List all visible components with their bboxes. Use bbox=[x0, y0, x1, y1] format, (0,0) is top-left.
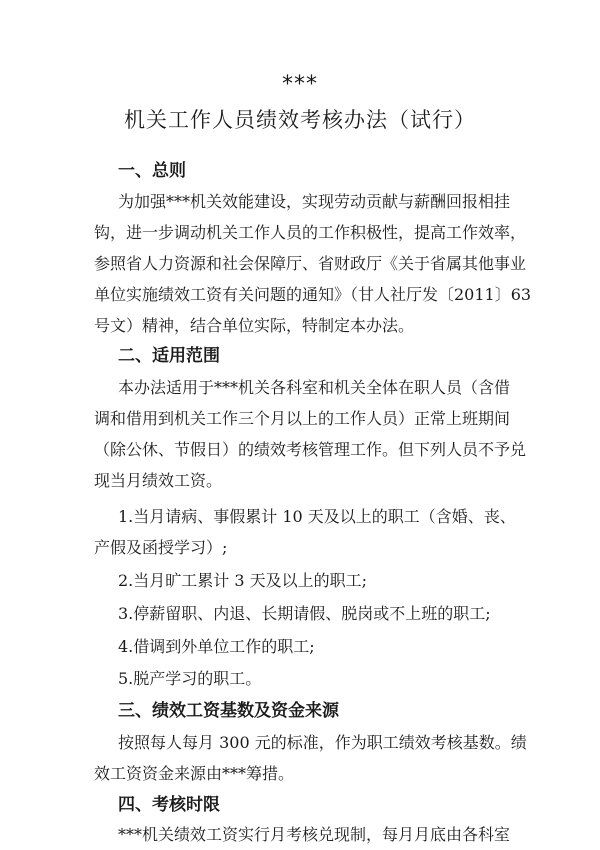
paragraph-line: 本办法适用于***机关各科室和机关全体在职人员（含借 bbox=[118, 378, 511, 397]
paragraph-line: ***机关绩效工资实行月考核兑现制，每月月底由各科室 bbox=[118, 825, 511, 844]
section-heading-period: 四、考核时限 bbox=[118, 795, 220, 815]
document-title: 机关工作人员绩效考核办法（试行） bbox=[124, 108, 476, 132]
paragraph-line: 为加强***机关效能建设，实现劳动贡献与薪酬回报相挂 bbox=[118, 192, 511, 211]
paragraph-line: 钩，进一步调动机关工作人员的工作积极性，提高工作效率， bbox=[94, 223, 527, 242]
paragraph-line: （除公休、节假日）的绩效考核管理工作。但下列人员不予兑 bbox=[94, 440, 527, 459]
list-item: 产假及函授学习）; bbox=[94, 538, 228, 557]
paragraph-line: 参照省人力资源和社会保障厅、省财政厅《关于省属其他事业 bbox=[94, 254, 527, 273]
list-item: 4.借调到外单位工作的职工; bbox=[118, 637, 315, 656]
section-heading-general: 一、总则 bbox=[118, 161, 186, 181]
list-item: 1.当月请病、事假累计 10 天及以上的职工（含婚、丧、 bbox=[118, 507, 516, 526]
paragraph-line: 按照每人每月 300 元的标准，作为职工绩效考核基数。绩 bbox=[118, 733, 527, 752]
list-item: 2.当月旷工累计 3 天及以上的职工; bbox=[118, 571, 368, 590]
list-item: 5.脱产学习的职工。 bbox=[118, 669, 262, 688]
paragraph-line: 效工资资金来源由***筹措。 bbox=[94, 764, 295, 783]
paragraph-line: 单位实施绩效工资有关问题的通知》（甘人社厅发〔2011〕63 bbox=[94, 285, 532, 304]
section-heading-funding: 三、绩效工资基数及资金来源 bbox=[118, 701, 339, 721]
section-heading-scope: 二、适用范围 bbox=[118, 346, 220, 366]
paragraph-line: 调和借用到机关工作三个月以上的工作人员）正常上班期间 bbox=[94, 409, 511, 428]
organization-mark: *** bbox=[282, 72, 318, 97]
paragraph-line: 号文）精神，结合单位实际，特制定本办法。 bbox=[94, 316, 415, 335]
list-item: 3.停薪留职、内退、长期请假、脱岗或不上班的职工; bbox=[118, 604, 491, 623]
paragraph-line: 现当月绩效工资。 bbox=[94, 471, 223, 490]
